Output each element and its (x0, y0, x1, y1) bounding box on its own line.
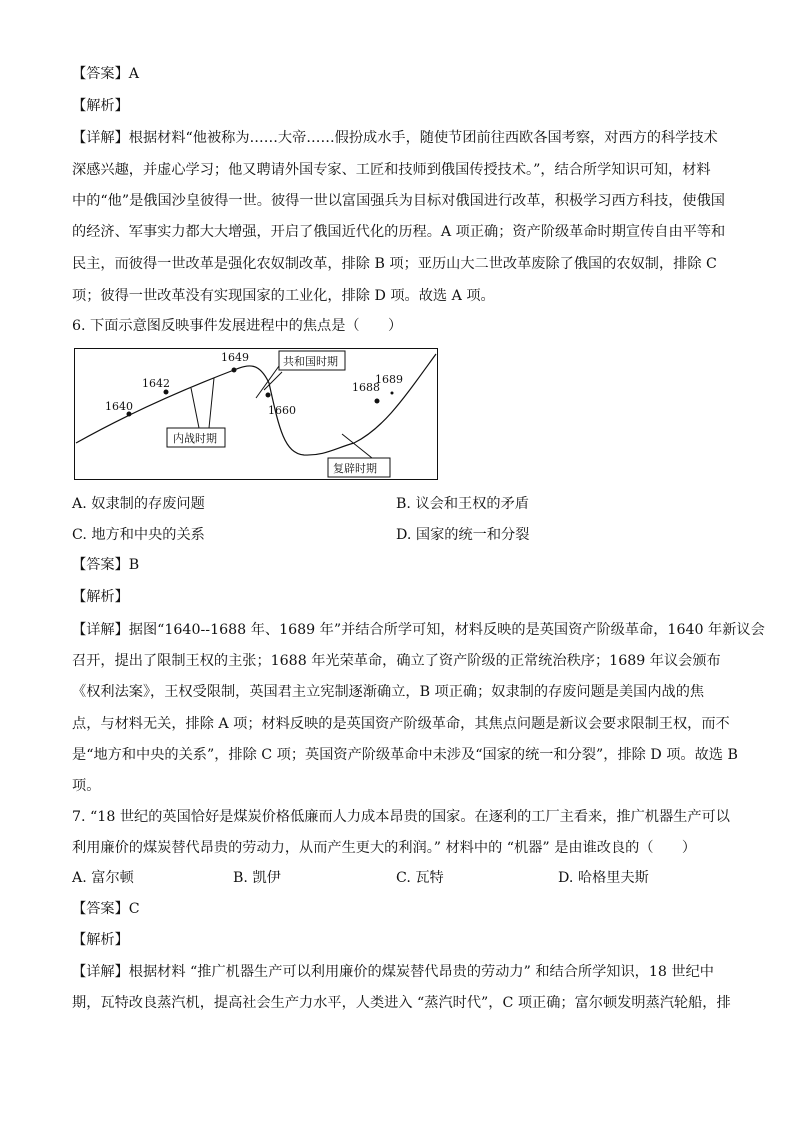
commonwealth-label: 共和国时期 (283, 355, 338, 368)
q6-answer: 【答案】B (72, 557, 140, 573)
q5-detail-line-5: 民主，而彼得一世改革是强化农奴制改革，排除 B 项；亚历山大二世改革废除了俄国的农奴制，排除 C (72, 256, 717, 272)
year-1649: 1649 (221, 351, 249, 364)
q6-detail-line-4: 点，与材料无关，排除 A 项；材料反映的是英国资产阶级革命，其焦点问题是新议会要求限制王权，而不 (72, 716, 730, 732)
year-1689: 1689 (375, 373, 403, 386)
year-1642: 1642 (142, 377, 170, 390)
restoration-pointer (342, 434, 372, 458)
q5-detail-line-2: 深感兴趣，并虚心学习；他又聘请外国专家、工匠和技师到俄国传授技术。”，结合所学知识可知，材料 (72, 162, 711, 178)
q6-option-a: A. 奴隶制的存废问题 (72, 496, 205, 512)
q5-detail-line-1: 【详解】根据材料“他被称为……大帝……假扮成水手，随使节团前往西欧各国考察，对西方的科学技术 (72, 130, 718, 146)
q7-answer: 【答案】C (72, 901, 140, 917)
q5-detail-line-4: 的经济、军事实力都大大增强，开启了俄国近代化的历程。A 项正确；资产阶级革命时期宣传自由平等和 (72, 224, 726, 240)
year-1660: 1660 (268, 404, 296, 417)
point-1689 (391, 392, 394, 395)
q6-option-b: B. 议会和王权的矛盾 (396, 496, 529, 512)
q6-detail-line-1: 【详解】据图“1640--1688 年、1689 年”并结合所学可知，材料反映的是英国资产阶级革命，1640 年新议会 (72, 622, 765, 638)
q6-analysis-label: 【解析】 (72, 589, 129, 605)
restoration-label: 复辟时期 (333, 462, 377, 475)
q7-option-c: C. 瓦特 (396, 870, 444, 886)
point-1649 (232, 368, 237, 373)
civil-war-label: 内战时期 (173, 432, 217, 445)
q7-question-line-1: 7. “18 世纪的英国恰好是煤炭价格低廉而人力成本昂贵的国家。在逐利的工厂主看来，推广机器生产可以 (72, 809, 730, 825)
q6-detail-line-6: 项。 (72, 778, 101, 794)
q7-option-a: A. 富尔顿 (72, 870, 134, 886)
point-1660 (266, 393, 271, 398)
civil-war-pointer-2 (209, 378, 214, 428)
q6-option-d: D. 国家的统一和分裂 (396, 527, 530, 543)
q6-detail-line-2: 召开，提出了限制王权的主张；1688 年光荣革命，确立了资产阶级的正常统治秩序；1689 年议会颁布 (72, 653, 721, 669)
q5-detail-line-6: 项；彼得一世改革没有实现国家的工业化，排除 D 项。故选 A 项。 (72, 288, 495, 304)
q7-analysis-label: 【解析】 (72, 932, 129, 948)
year-1640: 1640 (105, 400, 133, 413)
q5-detail-line-3: 中的“他”是俄国沙皇彼得一世。彼得一世以富国强兵为目标对俄国进行改革，积极学习西方科技，使俄国 (72, 193, 725, 209)
q6-option-c: C. 地方和中央的关系 (72, 527, 205, 543)
q5-analysis-label: 【解析】 (72, 98, 129, 114)
q5-answer: 【答案】A (72, 66, 139, 82)
q7-detail-line-2: 期，瓦特改良蒸汽机，提高社会生产力水平，人类进入 “蒸汽时代”，C 项正确；富尔顿发明蒸汽轮船，排 (72, 995, 731, 1011)
q6-detail-line-3: 《权利法案》，王权受限制，英国君主立宪制逐渐确立，B 项正确；奴隶制的存废问题是美国内战的焦 (72, 684, 705, 700)
point-1688 (375, 399, 380, 404)
q7-option-d: D. 哈格里夫斯 (558, 870, 649, 886)
q7-detail-line-1: 【详解】根据材料 “推广机器生产可以利用廉价的煤炭替代昂贵的劳动力” 和结合所学知识，18 世纪中 (72, 964, 714, 980)
q6-question: 6. 下面示意图反映事件发展进程中的焦点是（ ） (72, 318, 403, 334)
civil-war-pointer-1 (191, 388, 199, 428)
q7-question-line-2: 利用廉价的煤炭替代昂贵的劳动力，从而产生更大的利润。” 材料中的 “机器” 是由谁改良的（ ） (72, 840, 697, 856)
year-1688: 1688 (352, 381, 380, 394)
q7-option-b: B. 凯伊 (233, 870, 281, 886)
q6-timeline-diagram (74, 348, 438, 481)
timeline-curve-svg (74, 348, 438, 481)
point-1642 (164, 390, 169, 395)
q6-detail-line-5: 是“地方和中央的关系”，排除 C 项；英国资产阶级革命中未涉及“国家的统一和分裂”，排除 D 项。故选 B (72, 747, 738, 763)
